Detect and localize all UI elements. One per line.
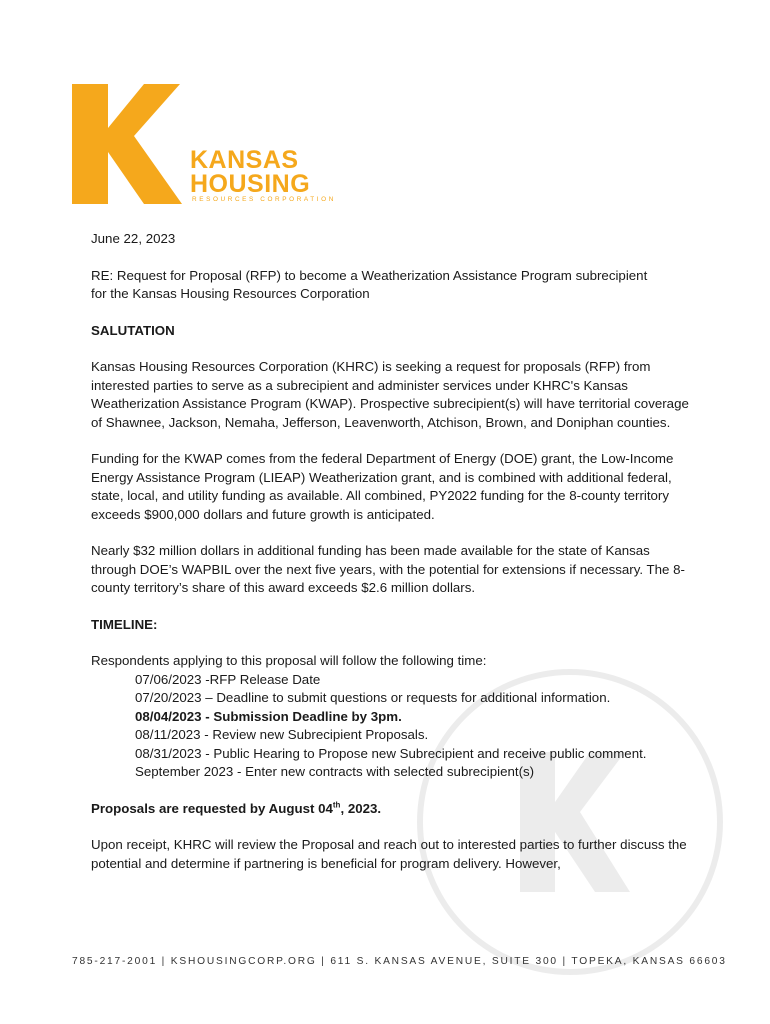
re-line: [91, 267, 691, 304]
khrc-logo: [72, 84, 336, 204]
timeline-item: 07/20/2023 – Deadline to submit questions or requests for additional information.: [135, 690, 611, 705]
timeline-list: [91, 671, 691, 782]
logo-wordmark: [190, 148, 310, 196]
timeline-heading: TIMELINE:: [91, 616, 158, 632]
proposals-text: Proposals are requested by August 04: [91, 800, 333, 816]
paragraph-wapbil: Nearly $32 million dollars in additional funding has been made available for the state of Kansas through DOE’s WAPBIL over the next five years, with the potential for extensions if necessary. The 8-county territory’s share of this award exceeds $2.6 million dollars.: [91, 543, 685, 595]
paragraph-funding: Funding for the KWAP comes from the federal Department of Energy (DOE) grant, the Low-Income Energy Assistance Program (LIEAP) Weatherization grant, and is combined with additional federal, state, local, and utility funding as available. All combined, PY2022 funding for the 8-county territory exceeds $900,000 dollars and future growth is anticipated.: [91, 451, 674, 522]
proposals-sup: th: [332, 800, 341, 810]
re-line-2: for the Kansas Housing Resources Corporation: [91, 286, 370, 301]
salutation-heading: SALUTATION: [91, 322, 175, 338]
timeline-item: September 2023 - Enter new contracts with selected subrecipient(s): [135, 764, 535, 779]
timeline-item-deadline: 08/04/2023 - Submission Deadline by 3pm.: [135, 708, 402, 724]
timeline-intro: Respondents applying to this proposal will follow the following time:: [91, 653, 487, 668]
k-logo-icon: [72, 84, 182, 204]
paragraph-khrc-intro: Kansas Housing Resources Corporation (KHRC) is seeking a request for proposals (RFP) from interested parties to serve as a subrecipient and administer services under KHRC's Kansas Weatherization Assistance Program (KWAP). Prospective subrecipient(s) will have territorial coverage of Shawnee, Jackson, Nemaha, Jefferson, Leavenworth, Atchison, Brown, and Doniphan counties.: [91, 359, 689, 430]
timeline-item: 08/11/2023 - Review new Subrecipient Proposals.: [135, 727, 429, 742]
logo-line-housing: HOUSING: [190, 170, 311, 198]
re-line-1: RE: Request for Proposal (RFP) to become a Weatherization Assistance Program subrecipient: [91, 267, 648, 283]
logo-tagline: RESOURCES CORPORATION: [192, 196, 336, 203]
letter-date: June 22, 2023: [91, 231, 176, 246]
letter-body: [91, 230, 691, 873]
logo-line-kansas: KANSAS: [190, 146, 299, 174]
proposals-suffix: , 2023.: [340, 800, 382, 816]
footer-contact: 785-217-2001 | KSHOUSINGCORP.ORG | 611 S. KANSAS AVENUE, SUITE 300 | TOPEKA, KANSAS 66603: [72, 956, 727, 967]
proposals-deadline: [91, 800, 691, 819]
timeline-item: 08/31/2023 - Public Hearing to Propose new Subrecipient and receive public comment.: [135, 745, 647, 761]
timeline-item: 07/06/2023 -RFP Release Date: [135, 671, 321, 687]
paragraph-review: Upon receipt, KHRC will review the Proposal and reach out to interested parties to further discuss the potential and determine if partnering is beneficial for program delivery. However,: [91, 837, 687, 871]
